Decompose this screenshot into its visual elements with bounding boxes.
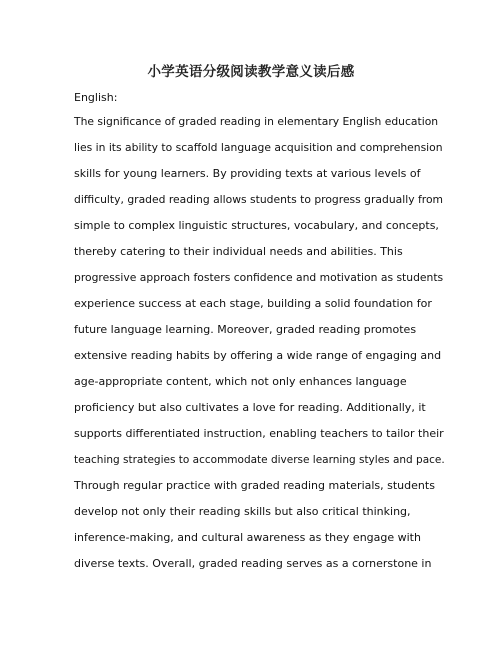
body-line: experience success at each stage, building a solid foundation for bbox=[74, 297, 432, 310]
body-line: thereby catering to their individual needs and abilities. This bbox=[74, 245, 403, 258]
body-line: inference-making, and cultural awareness as they engage with bbox=[74, 531, 421, 544]
body-line: future language learning. Moreover, graded reading promotes bbox=[74, 323, 417, 336]
body-line: age-appropriate content, which not only enhances language bbox=[74, 375, 407, 388]
body-line: difficulty, graded reading allows students to progress gradually from bbox=[74, 193, 444, 206]
body-line: The significance of graded reading in elementary English education bbox=[74, 115, 439, 128]
section-label: English: bbox=[74, 91, 118, 104]
body-line: develop not only their reading skills but also critical thinking, bbox=[74, 505, 411, 518]
body-line: proficiency but also cultivates a love for reading. Additionally, it bbox=[74, 401, 426, 414]
body-line: lies in its ability to scaffold language acquisition and comprehension bbox=[74, 141, 443, 154]
body-line: progressive approach fosters confidence and motivation as students bbox=[74, 271, 444, 284]
body-line: simple to complex linguistic structures, vocabulary, and concepts, bbox=[74, 219, 439, 232]
body-line: supports differentiated instruction, enabling teachers to tailor their bbox=[74, 427, 444, 440]
body-line: skills for young learners. By providing texts at various levels of bbox=[74, 167, 421, 180]
document-title: 小学英语分级阅读教学意义读后感 bbox=[147, 64, 355, 80]
body-line: Through regular practice with graded reading materials, students bbox=[74, 479, 435, 492]
body-line: teaching strategies to accommodate diverse learning styles and pace. bbox=[74, 454, 445, 466]
body-line: diverse texts. Overall, graded reading serves as a cornerstone in bbox=[74, 557, 432, 570]
body-line: extensive reading habits by offering a wide range of engaging and bbox=[74, 349, 442, 362]
